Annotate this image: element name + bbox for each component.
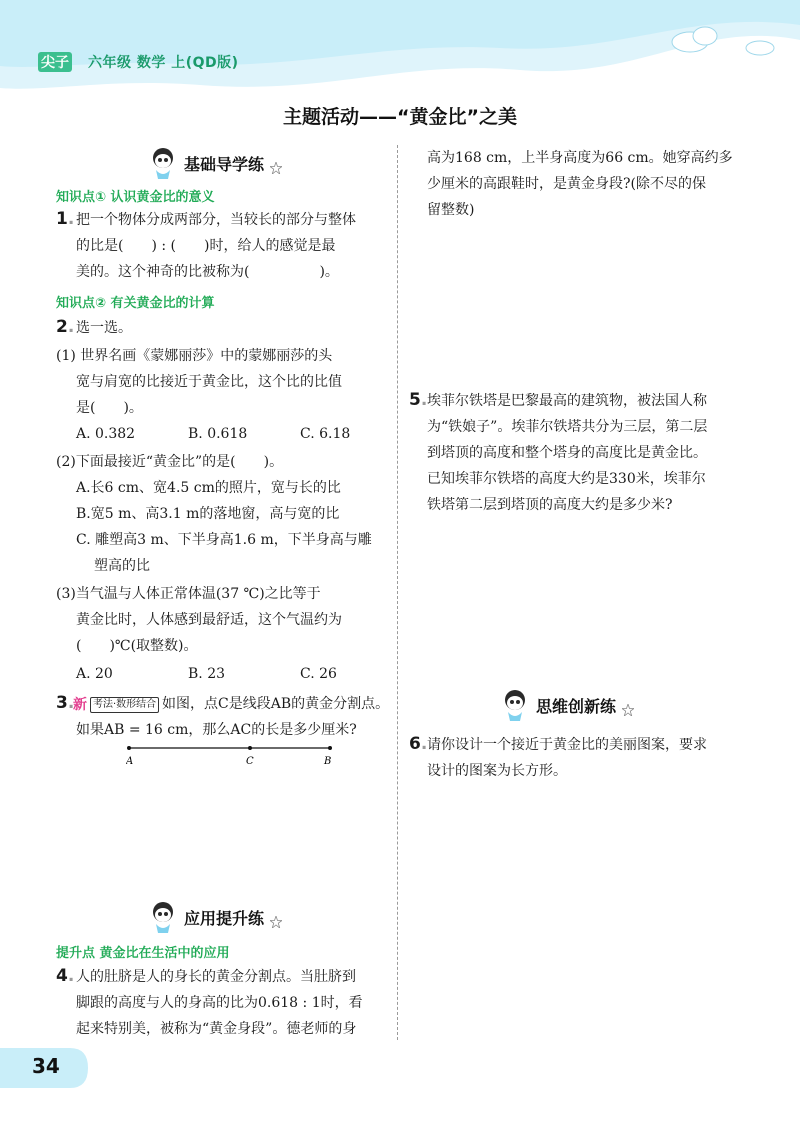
q2-sub1-line: 宽与肩宽的比接近于黄金比，这个比的比值 (76, 374, 342, 390)
column-divider (397, 145, 398, 1040)
brand-logo: 尖子 (38, 52, 72, 72)
option: B. 23 (188, 666, 226, 682)
option: C. 6.18 (300, 426, 351, 442)
point-b (328, 746, 332, 750)
mascot-icon (148, 146, 178, 180)
q2-sub2-stem: (2)下面最接近“黄金比”的是( )。 (56, 454, 284, 470)
option: C. 雕塑高3 m、下半身高1.6 m，下半身高与雕 (76, 532, 372, 548)
q1-line: 的比是( ) : ( )时，给人的感觉是最 (76, 238, 336, 254)
q3-line: 如图，点C是线段AB的黄金分割点。 (162, 696, 390, 712)
option-continued: 塑高的比 (94, 558, 150, 574)
option: B. 0.618 (188, 426, 248, 442)
q4-continued-line: 少厘米的高跟鞋时，是黄金身段?(除不尽的保 (427, 176, 706, 192)
label-c: C (246, 756, 254, 767)
label-a: A (126, 756, 134, 767)
mascot-icon (148, 900, 178, 934)
question-number: 1. (56, 209, 75, 229)
question-number: 5. (409, 390, 428, 410)
q2-intro: 选一选。 (76, 320, 132, 336)
q2-sub3-line: (3)当气温与人体正常体温(37 ℃)之比等于 (56, 586, 321, 602)
q1-line: 把一个物体分成两部分，当较长的部分与整体 (76, 212, 356, 228)
q6-line: 设计的图案为长方形。 (427, 763, 567, 779)
star-icon (270, 162, 282, 174)
point-c (248, 746, 252, 750)
new-badge: 新 (73, 697, 87, 713)
q2-sub3-line: ( )℃(取整数)。 (76, 638, 198, 654)
grade-label: 六年级 数学 上(QD版) (88, 55, 239, 71)
star-icon (270, 916, 282, 928)
option: A. 0.382 (76, 426, 136, 442)
q6-line: 请你设计一个接近于黄金比的美丽图案，要求 (427, 737, 707, 753)
header-band (0, 0, 800, 100)
q4-line: 起来特别美，被称为“黄金身段”。德老师的身 (76, 1021, 357, 1037)
section-creative (500, 688, 634, 722)
question-number: 2. (56, 317, 75, 337)
q2-sub1-line: (1) 世界名画《蒙娜丽莎》中的蒙娜丽莎的头 (56, 348, 333, 364)
question-number: 3. (56, 693, 75, 713)
q4-continued-line: 高为168 cm，上半身高度为66 cm。她穿高约多 (427, 150, 733, 166)
page-number: 34 (32, 1054, 60, 1078)
q5-line: 铁塔第二层到塔顶的高度大约是多少米? (427, 497, 673, 513)
knowledge-point-1: 知识点① 认识黄金比的意义 (56, 190, 215, 205)
mascot-icon (500, 688, 530, 722)
q3-line: 如果AB = 16 cm，那么AC的长是多少厘米? (76, 722, 357, 738)
option: A.长6 cm、宽4.5 cm的照片，宽与长的比 (76, 480, 341, 496)
page-title: 主题活动——“黄金比”之美 (283, 106, 517, 128)
segment-diagram (126, 742, 336, 772)
q5-line: 为“铁娘子”。埃菲尔铁塔共分为三层，第二层 (427, 419, 708, 435)
q1-line: 美的。这个神奇的比被称为( )。 (76, 264, 339, 280)
q4-line: 人的肚脐是人的身长的黄金分割点。当肚脐到 (76, 969, 356, 985)
section-basic (148, 146, 282, 180)
q5-line: 埃菲尔铁塔是巴黎最高的建筑物，被法国人称 (427, 393, 707, 409)
option: A. 20 (76, 666, 113, 682)
question-number: 4. (56, 966, 75, 986)
q4-line: 脚跟的高度与人的身高的比为0.618 : 1时，看 (76, 995, 363, 1011)
lift-point: 提升点 黄金比在生活中的应用 (56, 946, 230, 961)
q5-line: 已知埃菲尔铁塔的高度大约是330米，埃菲尔 (427, 471, 706, 487)
q4-continued-line: 留整数) (427, 202, 475, 218)
q5-line: 到塔顶的高度和整个塔身的高度比是黄金比。 (427, 445, 707, 461)
method-tag: 考法·数形结合 (90, 697, 159, 713)
q2-sub3-line: 黄金比时，人体感到最舒适，这个气温约为 (76, 612, 342, 628)
section-creative-title: 思维创新练 (536, 696, 617, 716)
star-icon (622, 704, 634, 716)
point-a (127, 746, 131, 750)
section-basic-title: 基础导学练 (184, 154, 265, 174)
section-applied-title: 应用提升练 (184, 908, 265, 928)
question-number: 6. (409, 734, 428, 754)
knowledge-point-2: 知识点② 有关黄金比的计算 (56, 296, 215, 311)
q2-sub1-line: 是( )。 (76, 400, 143, 416)
label-b: B (324, 756, 332, 767)
section-applied (148, 900, 282, 934)
option: B.宽5 m、高3.1 m的落地窗，高与宽的比 (76, 506, 340, 522)
option: C. 26 (300, 666, 337, 682)
